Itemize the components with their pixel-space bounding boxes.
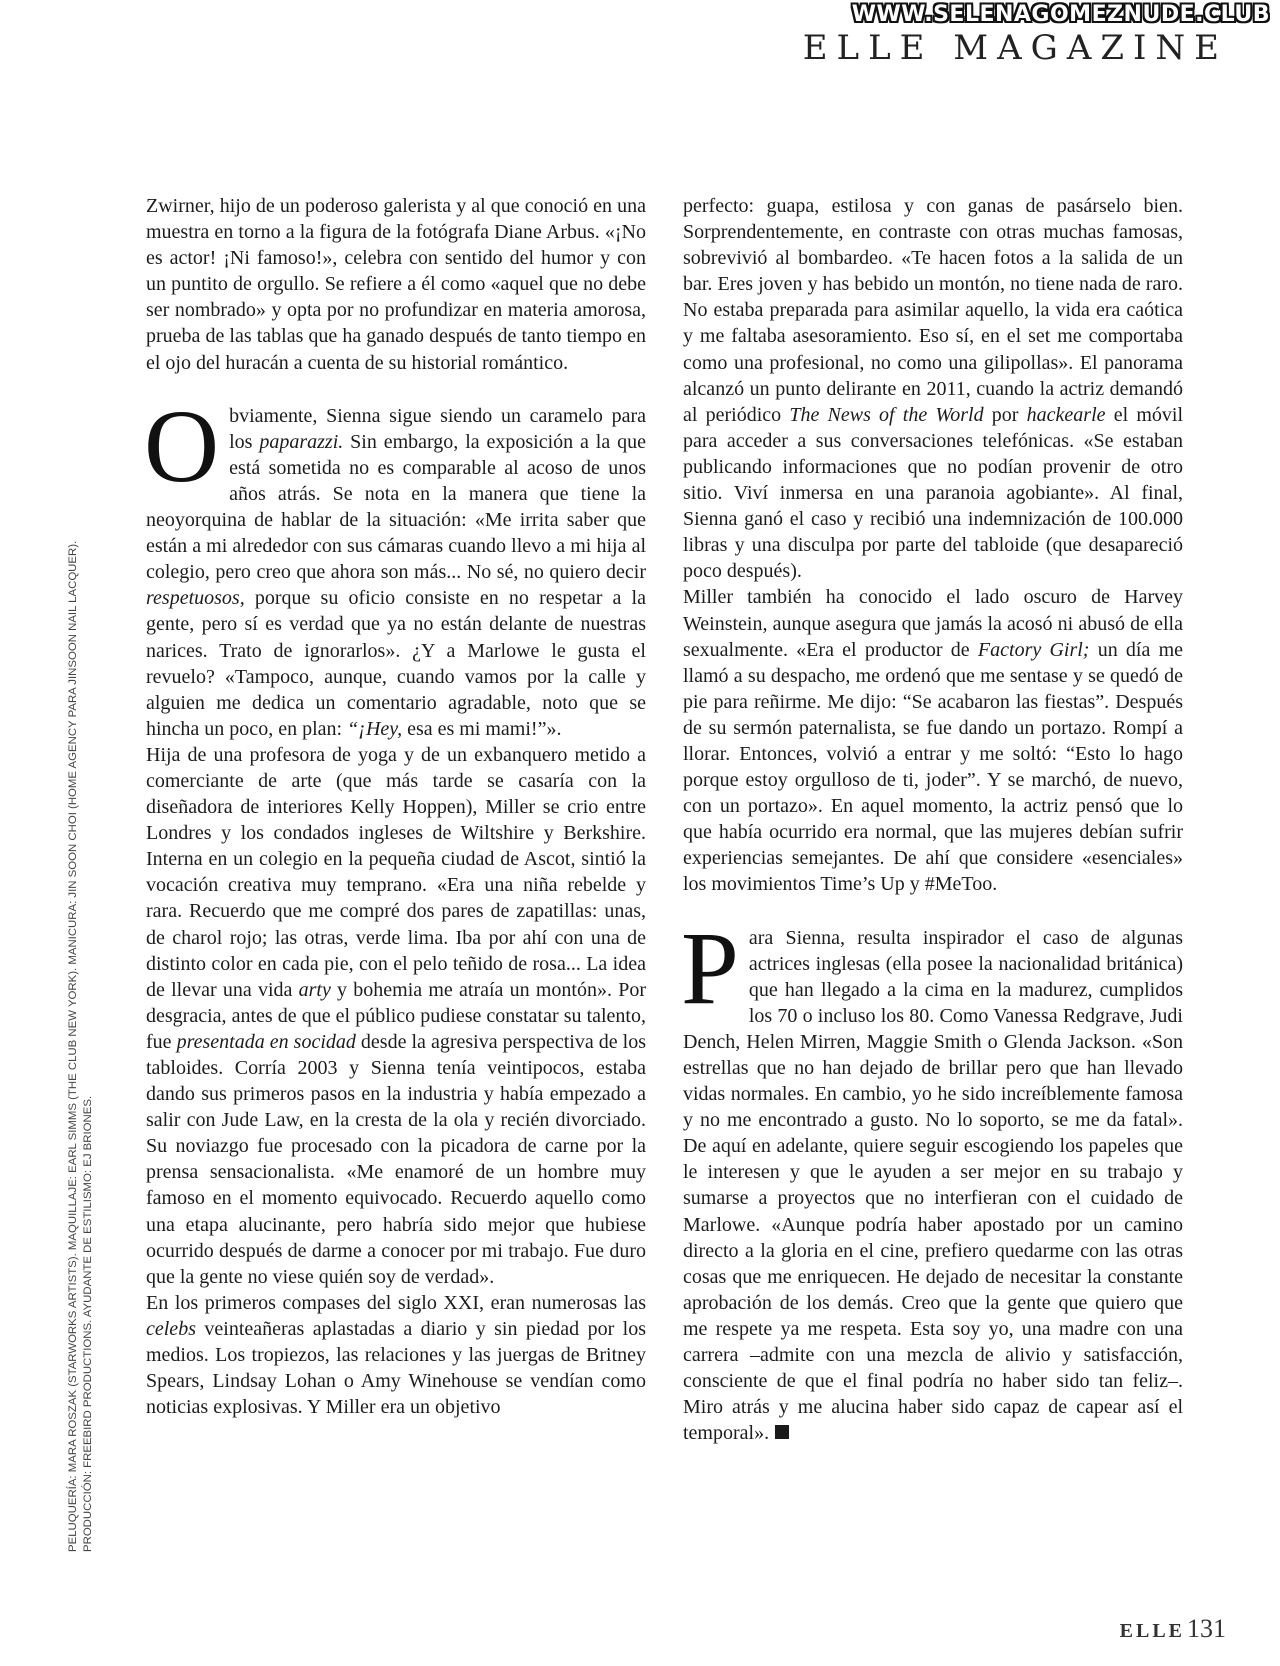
page-number: 131 <box>1187 1614 1226 1643</box>
credits-line-1: PELUQUERÍA: MARA ROSZAK (STARWORKS ARTISTS). MAQUILLAJE: EARL SIMMS (THE CLUB NEW YORK). MANICURA: JIN SOON CHOI (HOME AGENCY PARA JINSOON NAIL LACQUER). <box>67 540 79 1552</box>
credits-line-2: PRODUCCIÓN: FREEBIRD PRODUCTIONS. AYUDANTE DE ESTILISMO: EJ BRIONES. <box>82 1095 94 1552</box>
paragraph: perfecto: guapa, estilosa y con ganas de pasárselo bien. Sorprendentemente, en contraste con otras muchas famosas, sobrevivió al bombardeo. «Te hacen fotos a la salida de un bar. Eres joven y has bebido un montón, no tiene nada de raro. No estaba preparada para asimilar aquello, la vida era caótica y me faltaba asesoramiento. Eso sí, en el set me comportaba como una profesional, no como una gilipollas». El panorama alcanzó un punto delirante en 2011, cuando la actriz demandó al periódico The News of the World por hackearle el móvil para acceder a sus conversaciones telefónicas. «Se estaban publicando informaciones que no podían provenir de otro sitio. Viví inmersa en una paranoia agobiante». Al final, Sienna ganó el caso y recibió una indemnización de 100.000 libras y una disculpa por parte del tabloide (que desapareció poco después). <box>683 195 1183 583</box>
photo-credits <box>66 502 126 1552</box>
drop-cap: O <box>144 388 220 504</box>
right-column <box>683 193 1183 1446</box>
paragraph: Para Sienna, resulta inspirador el caso de algunas actrices inglesas (ella posee la nacionalidad británica) que han llegado a la cima en la madurez, cumplidos los 70 o incluso los 80. Como Vanessa Redgrave, Judi Dench, Helen Mirren, Maggie Smith o Glenda Jackson. «Son estrellas que no han dejado de brillar pero que han llevado vidas normales. En cambio, yo he sido increíblemente famosa y no me encontrado a gusto. No lo soporto, se me da fatal». De aquí en adelante, quiere seguir escogiendo los papeles que le interesen y que le ayuden a ser mejor en su trabajo y sumarse a proyectos que no interfieran con el cuidado de Marlowe. «Aunque podría haber apostado por un camino directo a la gloria en el cine, prefiero quedarme con las otras cosas que me enriquecen. He dejado de necesitar la constante aprobación de los demás. Creo que la gente que quiero que me respete ya me respeta. Esta soy yo, una madre con una carrera –admite con una mezcla de alivio y satisfacción, consciente de que el final podría no haber sido tan feliz–. Miro atrás y me alucina haber sido capaz de capear así el temporal». <box>681 910 1183 1445</box>
elle-logo: ELLE <box>1119 1620 1185 1642</box>
left-column <box>146 193 646 1420</box>
paragraph: Miller también ha conocido el lado oscuro de Harvey Weinstein, aunque asegura que jamás la acosó ni abusó de ella sexualmente. «Era el productor de Factory Girl; un día me llamó a su despacho, me ordenó que me sentase y se quedó de pie para reñirme. Me dijo: “Se acabaron las fiestas”. Después de su sermón paternalista, se fue dando un portazo. Rompí a llorar. Entonces, volvió a entrar y me soltó: “Esto lo hago porque estoy orgulloso de ti, joder”. Y se marchó, de nuevo, con un portazo». En aquel momento, la actriz pensó que lo que había ocurrido era normal, que las mujeres debían sufrir experiencias semejantes. De ahí que considere «esenciales» los movimientos Time’s Up y #MeToo. <box>683 586 1184 896</box>
drop-cap: P <box>681 910 739 1026</box>
end-mark-icon <box>775 1425 789 1439</box>
paragraph: En los primeros compases del siglo XXI, eran numerosas las celebs veinteañeras aplastadas a diario y sin piedad por los medios. Los tropiezos, las relaciones y las juergas de Britney Spears, Lindsay Lohan o Amy Winehouse se vendían como noticias explosivas. Y Miller era un objetivo <box>146 1291 646 1419</box>
paragraph: Obviamente, Sienna sigue siendo un caramelo para los paparazzi. Sin embargo, la exposición a la que está sometida no es comparable al acoso de unos años atrás. Se nota en la manera que tiene la neoyorquina de hablar de la situación: «Me irrita saber que están a mi alrededor con sus cámaras cuando llevo a mi hija al colegio, pero creo que ahora son más... No sé, no quiero decir respetuosos, porque su oficio consiste en no respetar a la gente, pero sí es verdad que ya no están delante de nuestras narices. Trato de ignorarlos». ¿Y a Marlowe le gusta el revuelo? «Tampoco, aunque, cuando vamos por la calle y alguien me dedica un comentario agradable, noto que se hincha un poco, en plan: “¡Hey, esa es mi mami!”». <box>144 388 647 740</box>
watermark: WWW.SELENAGOMEZNUDE.CLUB <box>851 2 1270 27</box>
paragraph: Hija de una profesora de yoga y de un exbanquero metido a comerciante de arte (que más tarde se casaría con la diseñadora de interiores Kelly Hoppen), Miller se crio entre Londres y los condados ingleses de Wiltshire y Berkshire. Interna en un colegio en la pequeña ciudad de Ascot, sintió la vocación creativa muy temprano. «Era una niña rebelde y rara. Recuerdo que me compré dos pares de zapatillas: unas, de charol rojo; las otras, verde lima. Iba por ahí con una de distinto color en cada pie, con el pelo teñido de rosa... La idea de llevar una vida arty y bohemia me atraía un montón». Por desgracia, antes de que el público pudiese constatar su talento, fue presentada en socidad desde la agresiva perspectiva de los tabloides. Corría 2003 y Sienna tenía veintipocos, estaba dando sus primeros pasos en la industria y había empezado a salir con Jude Law, en la cresta de la ola y recién divorciado. Su noviazgo fue procesado con la picadora de carne por la prensa sensacionalista. «Me enamoré de un hombre muy famoso en el momento equivocado. Recuerdo aquello como una etapa alucinante, pero habría sido mejor que hubiese ocurrido después de darme a conocer por mi trabajo. Fue duro que la gente no viese quién soy de verdad». <box>146 743 646 1288</box>
page-folio <box>1120 1614 1226 1644</box>
masthead: ELLE MAGAZINE <box>802 28 1228 68</box>
paragraph: Zwirner, hijo de un poderoso galerista y al que conoció en una muestra en torno a la figura de la fotógrafa Diane Arbus. «¡No es actor! ¡Ni famoso!», celebra con sentido del humor y con un puntito de orgullo. Se refiere a él como «aquel que no debe ser nombrado» y opta por no profundizar en materia amorosa, prueba de las tablas que ha ganado después de tanto tiempo en el ojo del huracán a cuenta de su historial romántico. <box>146 195 646 374</box>
